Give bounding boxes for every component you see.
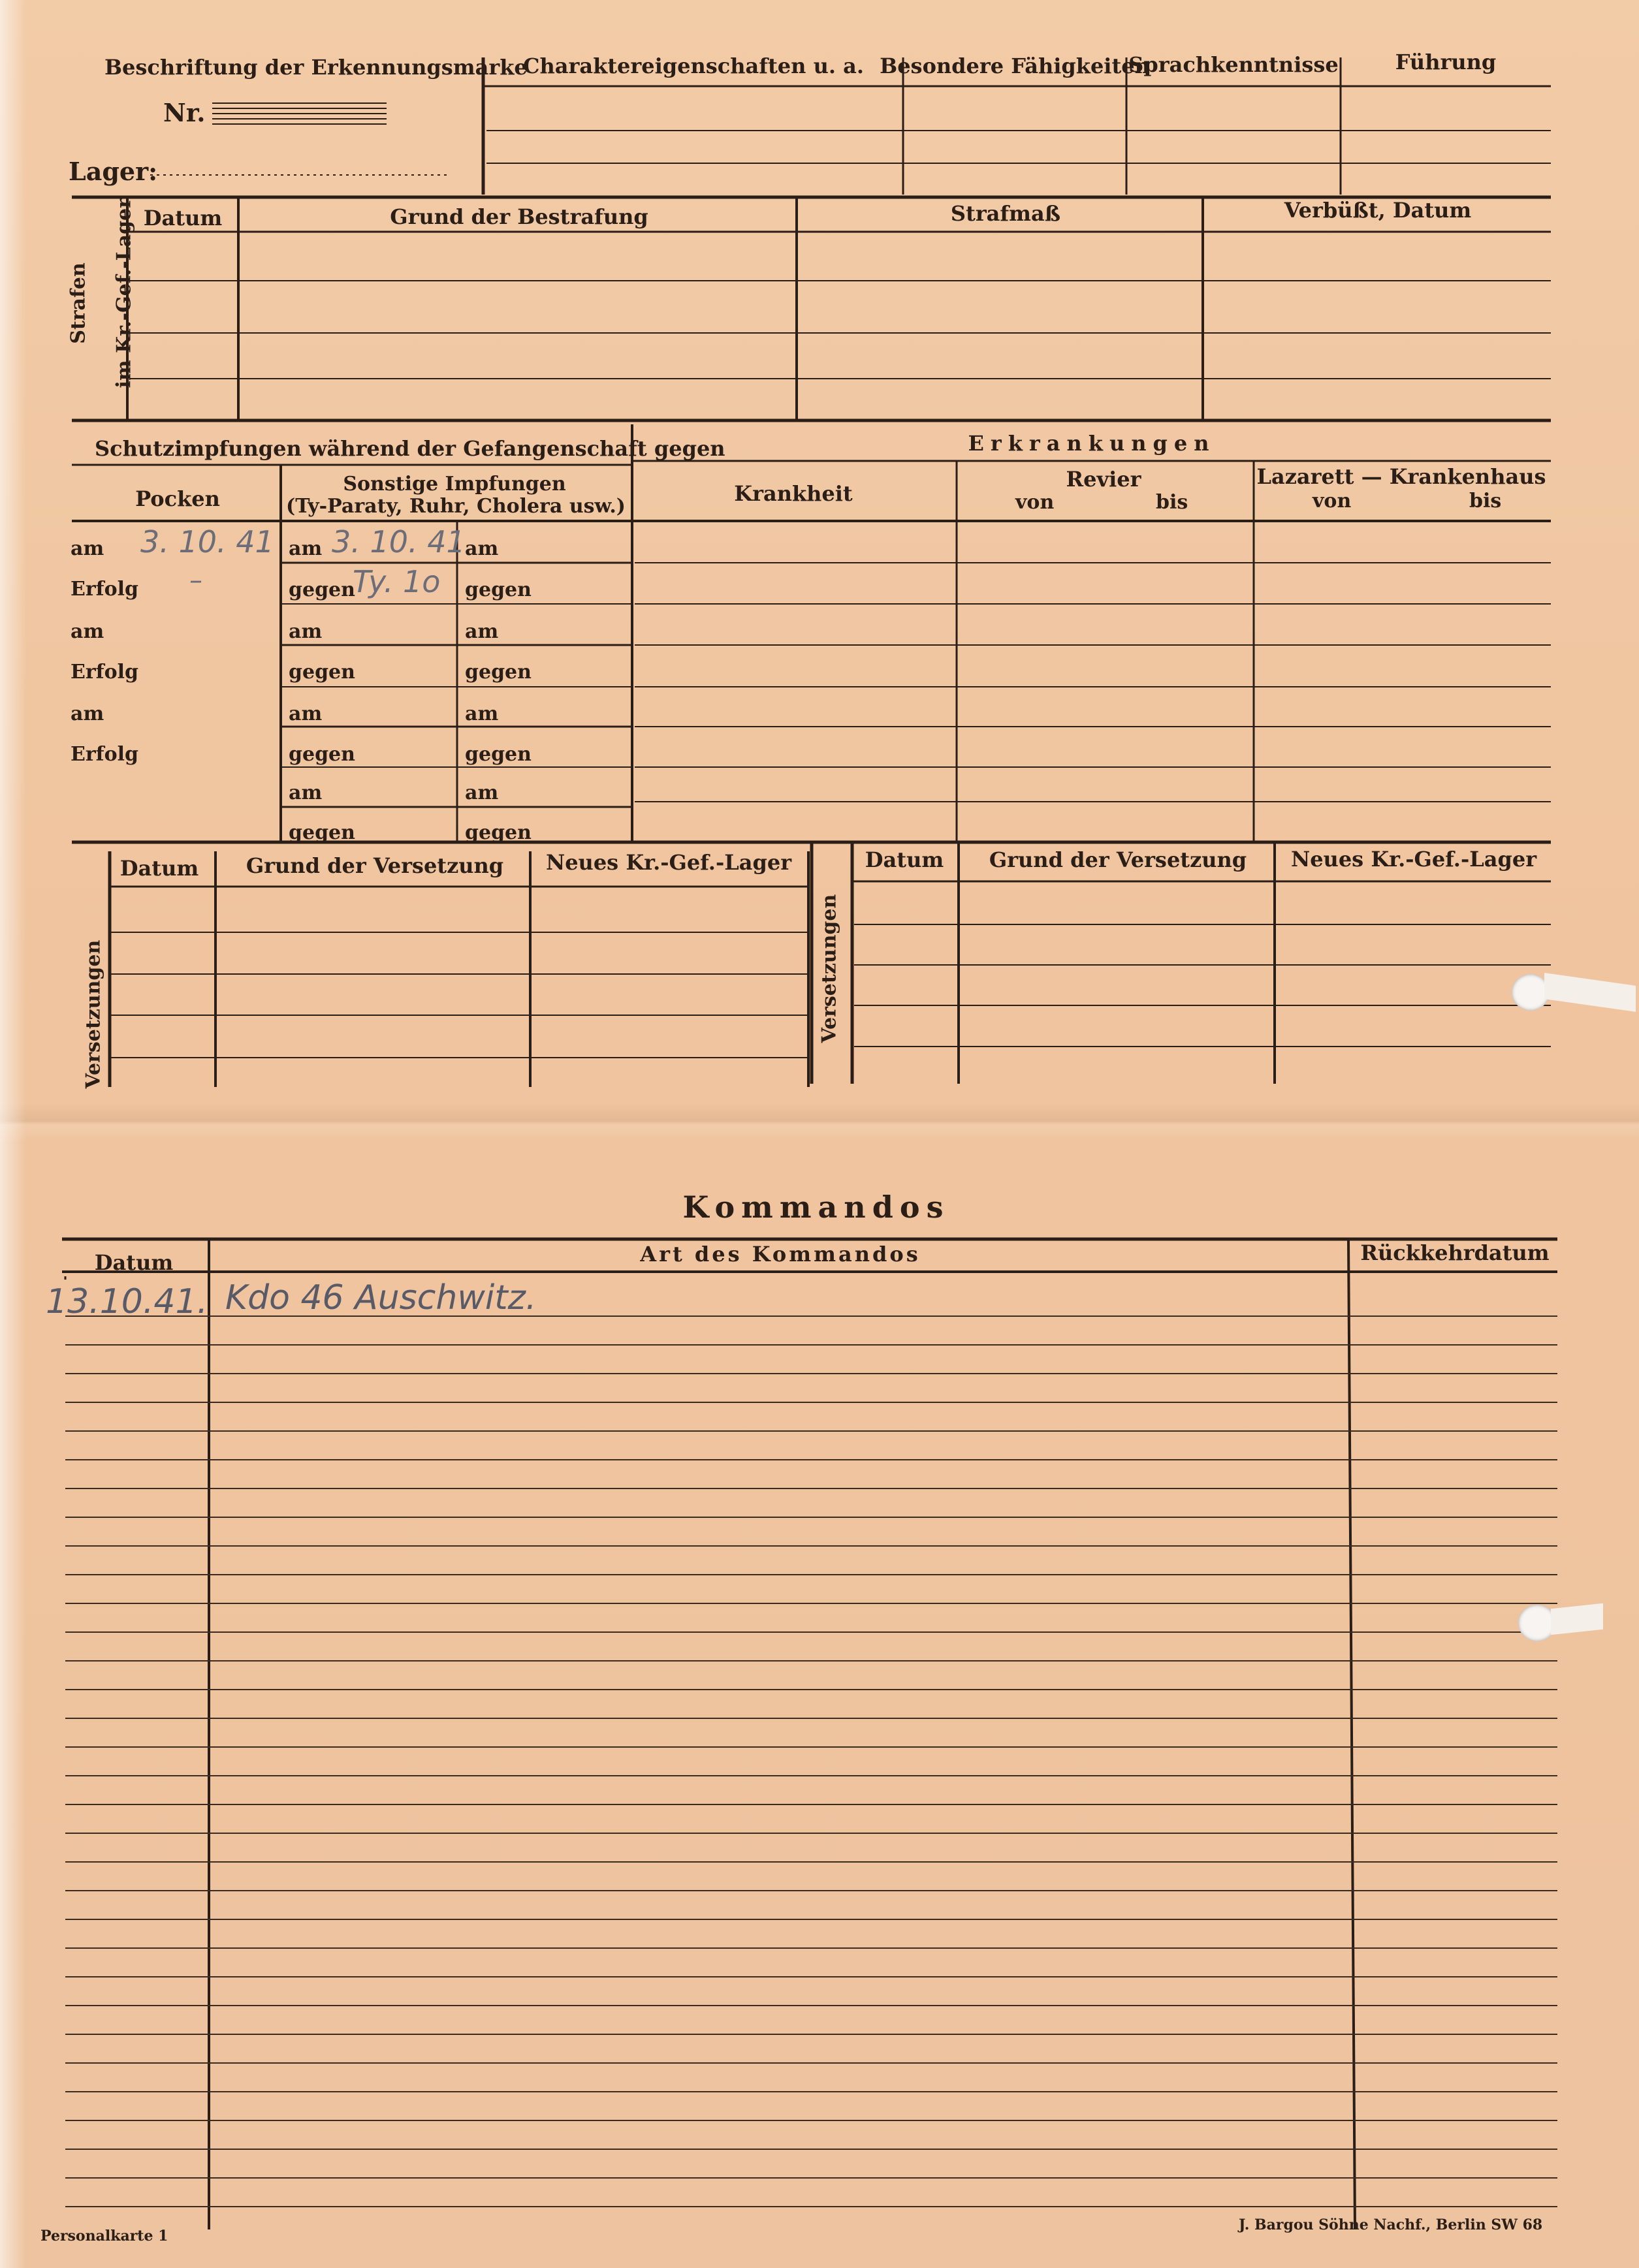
sprachkenntnisse-header: Sprachkenntnisse bbox=[1128, 52, 1339, 77]
charakter-header: Charaktereigenschaften u. a. bbox=[523, 54, 864, 78]
revier-bis: bis bbox=[1156, 491, 1188, 514]
fuehrung-header: Führung bbox=[1395, 50, 1497, 74]
kommandos-col-rueckkehr: Rückkehrdatum bbox=[1360, 1240, 1550, 1265]
lazarett-header: Lazarett — Krankenhaus bbox=[1256, 464, 1546, 489]
kommandos-title: Kommandos bbox=[682, 1189, 950, 1225]
pocken-am-label: am bbox=[71, 620, 104, 643]
versetzung-right-col-grund: Grund der Versetzung bbox=[989, 847, 1247, 872]
versetzung-right-col-lager: Neues Kr.-Gef.-Lager bbox=[1290, 847, 1537, 872]
strafen-side-label-2: im Kr.-Gef.-Lager bbox=[112, 198, 136, 388]
lazarett-von: von bbox=[1313, 490, 1352, 512]
paper-tear bbox=[1551, 1603, 1603, 1635]
sonstige-gegen-label: gegen bbox=[289, 578, 355, 601]
sonstige-am-label: am bbox=[289, 702, 323, 725]
sonstige-date-handwritten: 3. 10. 41 bbox=[332, 524, 466, 559]
sonstige-am-label: am bbox=[289, 620, 323, 643]
erkrankungen-title: Erkrankungen bbox=[968, 431, 1216, 456]
versetzungen-side-label-right: Versetzungen bbox=[818, 894, 841, 1043]
sonstige-am-label: am bbox=[465, 537, 499, 560]
kommandos-col-art: Art des Kommandos bbox=[640, 1242, 921, 1267]
sonstige-am-label: am bbox=[289, 781, 323, 804]
pocken-erfolg-label: Erfolg bbox=[71, 743, 138, 766]
sonstige-gegen-label: gegen bbox=[289, 821, 355, 844]
footer-personalkarte: Personalkarte 1 bbox=[40, 2228, 168, 2244]
pocken-am-label: am bbox=[71, 702, 104, 725]
nr-label: Nr. bbox=[163, 98, 206, 127]
versetzung-right-col-datum: Datum bbox=[865, 847, 944, 872]
lazarett-bis: bis bbox=[1469, 490, 1502, 512]
versetzungen-side-label-left: Versetzungen bbox=[82, 939, 105, 1089]
sonstige-gegen-label: gegen bbox=[465, 578, 532, 601]
faehigkeiten-header: Besondere Fähigkeiten bbox=[880, 54, 1150, 78]
sonstige-header: Sonstige Impfungen bbox=[343, 473, 566, 496]
versetzung-left-col-datum: Datum bbox=[119, 856, 199, 881]
kommandos-col-datum: Datum bbox=[94, 1250, 174, 1275]
versetzung-left-col-grund: Grund der Versetzung bbox=[246, 853, 504, 878]
sonstige-am-label: am bbox=[465, 620, 499, 643]
strafen-side-label: Strafen bbox=[67, 262, 90, 344]
sonstige-gegen-label: gegen bbox=[465, 821, 532, 844]
pocken-erfolg-handwritten: – bbox=[189, 565, 202, 595]
pocken-am-label: am bbox=[71, 537, 104, 560]
sonstige-am-label: am bbox=[465, 781, 499, 804]
sonstige-am-label: am bbox=[465, 702, 499, 725]
strafen-col-strafmass: Strafmaß bbox=[950, 201, 1061, 226]
footer-printer: J. Bargou Söhne Nachf., Berlin SW 68 bbox=[1239, 2216, 1543, 2233]
sonstige-subheader: (Ty-Paraty, Ruhr, Cholera usw.) bbox=[286, 495, 626, 518]
revier-von: von bbox=[1015, 491, 1055, 514]
strafen-col-datum: Datum bbox=[143, 206, 223, 230]
sonstige-gegen-handwritten: Ty. 1o bbox=[353, 564, 441, 599]
sonstige-am-label: am bbox=[289, 537, 323, 560]
pocken-header: Pocken bbox=[135, 486, 220, 511]
strafen-col-verbuesst: Verbüßt, Datum bbox=[1284, 198, 1472, 223]
kommando-entry-art: Kdo 46 Auschwitz. bbox=[225, 1278, 537, 1317]
sonstige-gegen-label: gegen bbox=[289, 743, 355, 766]
sonstige-gegen-label: gegen bbox=[465, 661, 532, 684]
pocken-date-handwritten: 3. 10. 41 bbox=[140, 524, 274, 559]
revier-header: Revier bbox=[1066, 467, 1141, 492]
strafen-col-grund: Grund der Bestrafung bbox=[390, 204, 648, 229]
lager-label: Lager: bbox=[69, 157, 158, 186]
versetzung-left-col-lager: Neues Kr.-Gef.-Lager bbox=[545, 850, 792, 875]
impfungen-title: Schutzimpfungen während der Gefangenschaft gegen bbox=[95, 436, 725, 461]
sonstige-gegen-label: gegen bbox=[465, 743, 532, 766]
sonstige-gegen-label: gegen bbox=[289, 661, 355, 684]
pocken-erfolg-label: Erfolg bbox=[71, 661, 138, 684]
pocken-erfolg-label: Erfolg bbox=[71, 578, 138, 601]
kommando-entry-datum: 13.10.41. bbox=[46, 1282, 208, 1321]
erkennungsmarke-label: Beschriftung der Erkennungsmarke bbox=[104, 55, 528, 80]
krankheit-header: Krankheit bbox=[734, 481, 853, 506]
